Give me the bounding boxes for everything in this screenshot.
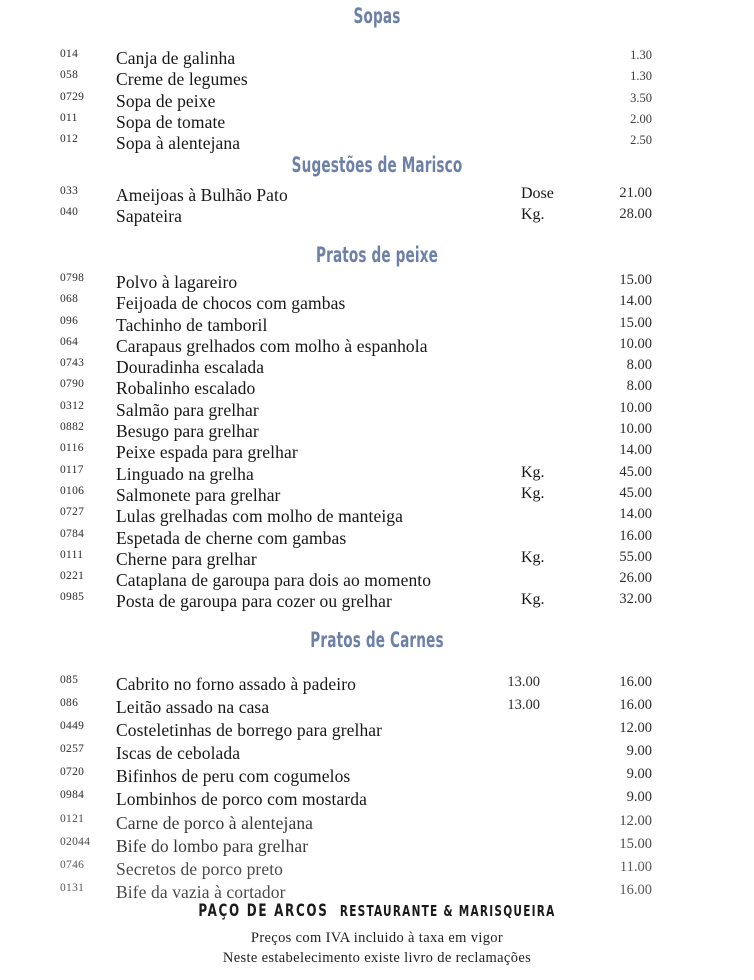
item-code: 096 (60, 314, 79, 327)
item-code: 0720 (60, 766, 85, 779)
menu-item-row (0, 674, 754, 697)
menu-item-row (0, 506, 754, 527)
item-price: 12.00 (619, 720, 652, 737)
item-name: Lombinhos de porco com mostarda (116, 789, 367, 810)
menu-item-row (0, 766, 754, 789)
item-price: 3.50 (630, 90, 652, 105)
item-code: 0257 (60, 743, 85, 756)
item-code: 0984 (60, 789, 85, 802)
menu-item-row (0, 315, 754, 336)
item-code: 0746 (60, 858, 85, 871)
item-price: 15.00 (619, 272, 652, 288)
menu-item-row (0, 549, 754, 570)
item-name: Besugo para grelhar (116, 421, 259, 442)
item-price: 15.00 (619, 835, 652, 852)
menu-item-row (0, 528, 754, 549)
item-name: Costeletinhas de borrego para grelhar (116, 720, 383, 741)
menu-item-row (0, 697, 754, 720)
item-price: 16.00 (619, 674, 652, 690)
section-heading-sopas (0, 6, 754, 27)
menu-item-row (0, 293, 754, 314)
item-price: 16.00 (619, 697, 652, 714)
item-price: 26.00 (619, 570, 652, 587)
menu-item-row (0, 836, 754, 859)
footer (0, 903, 754, 968)
item-price: 14.00 (619, 442, 652, 459)
item-name: Sapateira (116, 206, 183, 227)
menu-item-row (0, 570, 754, 591)
item-price: 10.00 (619, 421, 652, 438)
menu-item-row (0, 272, 754, 293)
item-price: 15.00 (619, 314, 652, 331)
item-code: 0743 (60, 357, 85, 370)
item-price: 55.00 (619, 548, 652, 565)
item-name: Bifinhos de peru com cogumelos (116, 766, 351, 787)
item-code: 0882 (60, 421, 85, 434)
item-code: 011 (60, 111, 78, 124)
footer-brand-name: PAÇO DE ARCOS (198, 901, 329, 921)
item-name: Sopa de tomate (116, 111, 226, 132)
menu-item-row (0, 720, 754, 743)
item-code: 0121 (60, 812, 85, 825)
item-name: Bife da vazia à cortador (116, 881, 286, 902)
item-code: 068 (60, 293, 79, 306)
menu-item-row (0, 485, 754, 506)
item-code: 0729 (60, 90, 85, 103)
item-code: 0131 (60, 881, 85, 894)
footer-brand-type: RESTAURANTE & MARISQUEIRA (339, 902, 556, 920)
item-price: 8.00 (626, 357, 652, 374)
menu-item-row (0, 743, 754, 766)
item-name: Sopa à alentejana (116, 133, 241, 154)
item-code: 0106 (60, 484, 85, 497)
item-price: 9.00 (626, 743, 652, 760)
item-price-secondary: 13.00 (507, 697, 540, 714)
item-code: 033 (60, 185, 79, 197)
item-price: 9.00 (626, 789, 652, 806)
menu-item-row (0, 378, 754, 399)
item-name: Salmonete para grelhar (116, 484, 281, 505)
item-price-secondary: 13.00 (507, 674, 540, 690)
item-price: 11.00 (619, 858, 652, 875)
item-name: Posta de garoupa para cozer ou grelhar (116, 591, 392, 612)
section-heading-peixe (0, 245, 754, 266)
item-code: 0117 (60, 463, 84, 476)
item-code: 0985 (60, 591, 85, 604)
item-code: 058 (60, 69, 79, 82)
item-name: Carne de porco à alentejana (116, 812, 314, 833)
section-items-marisco (0, 185, 754, 228)
item-code: 0784 (60, 527, 85, 540)
menu-item-row (0, 91, 754, 112)
item-price: 32.00 (619, 591, 652, 608)
menu-item-row (0, 48, 754, 69)
item-name: Tachinho de tamboril (116, 314, 268, 335)
item-name: Robalinho escalado (116, 378, 256, 399)
menu-item-row (0, 789, 754, 812)
item-price: 14.00 (619, 506, 652, 523)
item-code: 085 (60, 674, 79, 686)
item-code: 086 (60, 697, 79, 710)
item-name: Linguado na grelha (116, 463, 254, 484)
item-name: Espetada de cherne com gambas (116, 527, 347, 548)
menu-item-row (0, 357, 754, 378)
item-unit: Dose (521, 185, 554, 202)
item-name: Leitão assado na casa (116, 697, 270, 718)
item-price: 45.00 (619, 484, 652, 501)
section-heading-carnes (0, 630, 754, 651)
item-price: 9.00 (626, 766, 652, 783)
menu-item-row (0, 69, 754, 90)
menu-item-row (0, 133, 754, 154)
item-name: Canja de galinha (116, 48, 236, 68)
section-heading-marisco (0, 155, 754, 176)
item-name: Carapaus grelhados com molho à espanhola (116, 335, 428, 356)
item-name: Cherne para grelhar (116, 548, 257, 569)
menu-item-row (0, 859, 754, 882)
item-name: Secretos de porco preto (116, 858, 284, 879)
footer-complaints-note: Neste estabelecimento existe livro de reclamações (222, 949, 532, 966)
item-price: 8.00 (626, 378, 652, 395)
item-code: 064 (60, 335, 79, 348)
item-name: Bife do lombo para grelhar (116, 835, 309, 856)
item-price: 1.30 (630, 48, 652, 62)
item-name: Douradinha escalada (116, 357, 265, 378)
item-code: 014 (60, 48, 79, 60)
item-price: 2.00 (630, 111, 652, 126)
item-code: 0727 (60, 506, 85, 519)
item-price: 16.00 (619, 881, 652, 898)
item-code: 0312 (60, 399, 85, 412)
item-code: 012 (60, 133, 79, 146)
item-unit: Kg. (521, 548, 545, 566)
menu-item-row (0, 421, 754, 442)
section-items-carnes (0, 674, 754, 905)
item-price: 14.00 (619, 293, 652, 310)
section-title-sopas: Sopas (353, 4, 401, 28)
menu-item-row (0, 442, 754, 463)
item-price: 28.00 (619, 206, 652, 223)
item-code: 0798 (60, 272, 85, 284)
item-price: 1.30 (630, 69, 652, 84)
item-code: 0111 (60, 548, 84, 561)
menu-item-row (0, 112, 754, 133)
menu-item-row (0, 813, 754, 836)
item-unit: Kg. (521, 591, 545, 609)
item-name: Salmão para grelhar (116, 399, 259, 420)
section-items-peixe (0, 272, 754, 613)
item-code: 0449 (60, 720, 85, 733)
item-unit: Kg. (521, 484, 545, 502)
item-unit: Kg. (521, 463, 545, 481)
item-price: 10.00 (619, 335, 652, 352)
menu-item-row (0, 336, 754, 357)
item-price: 21.00 (619, 185, 652, 201)
item-name: Cataplana de garoupa para dois ao momento (116, 570, 432, 591)
item-name: Cabrito no forno assado à padeiro (116, 674, 356, 694)
item-code: 040 (60, 206, 79, 219)
item-price: 10.00 (619, 399, 652, 416)
item-code: 02044 (60, 835, 91, 848)
menu-item-row (0, 185, 754, 206)
item-name: Lulas grelhadas com molho de manteiga (116, 506, 404, 527)
item-code: 0116 (60, 442, 84, 455)
menu-item-row (0, 400, 754, 421)
item-price: 12.00 (619, 812, 652, 829)
menu-item-row (0, 464, 754, 485)
menu-item-row (0, 206, 754, 227)
item-code: 0221 (60, 570, 85, 583)
section-items-sopas (0, 48, 754, 154)
item-price: 16.00 (619, 527, 652, 544)
footer-brand (198, 903, 555, 920)
item-name: Polvo à lagareiro (116, 272, 238, 292)
footer-tax-note: Preços com IVA incluido à taxa em vigor (250, 930, 504, 946)
item-name: Peixe espada para grelhar (116, 442, 298, 463)
item-price: 2.50 (630, 133, 652, 148)
item-name: Sopa de peixe (116, 90, 216, 111)
section-title-marisco: Sugestões de Marisco (291, 153, 463, 177)
item-unit: Kg. (521, 206, 545, 224)
item-name: Creme de legumes (116, 69, 248, 90)
item-name: Ameijoas à Bulhão Pato (116, 185, 288, 205)
item-code: 0790 (60, 378, 85, 391)
menu-item-row (0, 591, 754, 612)
item-name: Feijoada de chocos com gambas (116, 293, 346, 314)
item-price: 45.00 (619, 463, 652, 480)
item-name: Iscas de cebolada (116, 743, 241, 764)
section-title-peixe: Pratos de peixe (315, 243, 439, 267)
section-title-carnes: Pratos de Carnes (310, 628, 444, 652)
